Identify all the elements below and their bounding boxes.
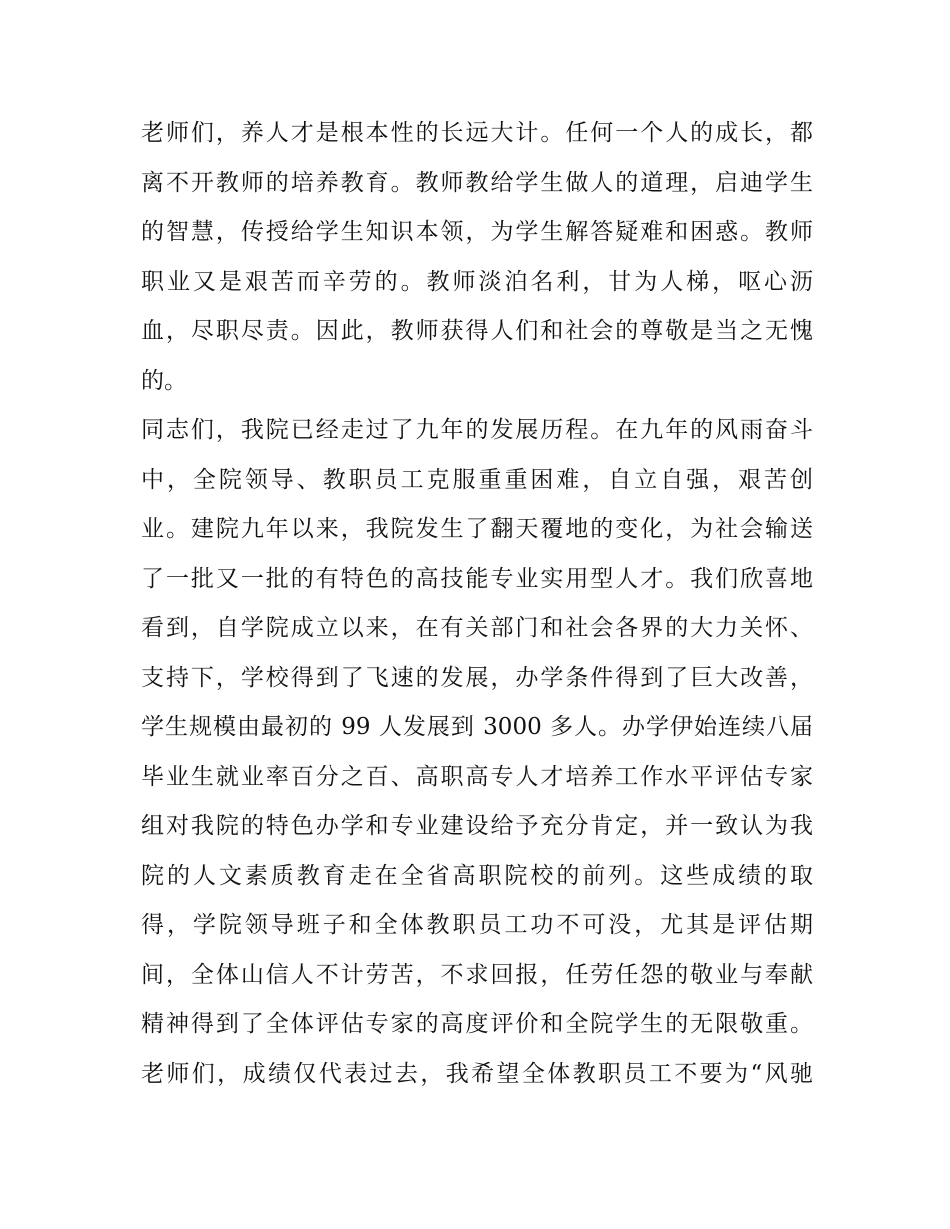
text-line: 看到，自学院成立以来，在有关部门和社会各界的大力关怀、 — [141, 615, 813, 641]
text-line: 组对我院的特色办学和专业建设给予充分肯定，并一致认为我 — [141, 813, 813, 839]
text-line: 血，尽职尽责。因此，教师获得人们和社会的尊敬是当之无愧 — [141, 318, 813, 344]
text-line: 离不开教师的培养教育。教师教给学生做人的道理，启迪学生 — [141, 169, 813, 196]
text-line: 老师们，成绩仅代表过去，我希望全体教职员工不要为“风驰 — [141, 1060, 813, 1087]
text-line: 同志们，我院已经走过了九年的发展历程。在九年的风雨奋斗 — [141, 417, 813, 443]
text-line: 的智慧，传授给学生知识本领，为学生解答疑难和困惑。教师 — [141, 219, 813, 245]
text-line: 职业又是艰苦而辛劳的。教师淡泊名利，甘为人梯，呕心沥 — [141, 268, 813, 295]
text-line: 了一批又一批的有特色的高技能专业实用型人才。我们欣喜地 — [141, 565, 813, 592]
text-line: 间，全体山信人不计劳苦，不求回报，任劳任怨的敬业与奉献 — [141, 961, 813, 988]
text-line: 学生规模由最初的 99 人发展到 3000 多人。办学伊始连续八届 — [141, 714, 813, 740]
text-line: 支持下，学校得到了飞速的发展，办学条件得到了巨大改善， — [141, 664, 813, 691]
text-line: 精神得到了全体评估专家的高度评价和全院学生的无限敬重。 — [141, 1011, 813, 1037]
text-line: 毕业生就业率百分之百、高职高专人才培养工作水平评估专家 — [141, 763, 813, 790]
text-line: 老师们，养人才是根本性的长远大计。任何一个人的成长，都 — [141, 120, 813, 146]
text-line: 中，全院领导、教职员工克服重重困难，自立自强，艰苦创 — [141, 466, 813, 493]
text-line: 得，学院领导班子和全体教职员工功不可没，尤其是评估期 — [141, 912, 813, 938]
text-line: 院的人文素质教育走在全省高职院校的前列。这些成绩的取 — [141, 862, 813, 889]
text-line: 业。建院九年以来，我院发生了翻天覆地的变化，为社会输送 — [141, 516, 813, 542]
text-line: 的。 — [141, 367, 187, 394]
document-body — [141, 109, 813, 1099]
